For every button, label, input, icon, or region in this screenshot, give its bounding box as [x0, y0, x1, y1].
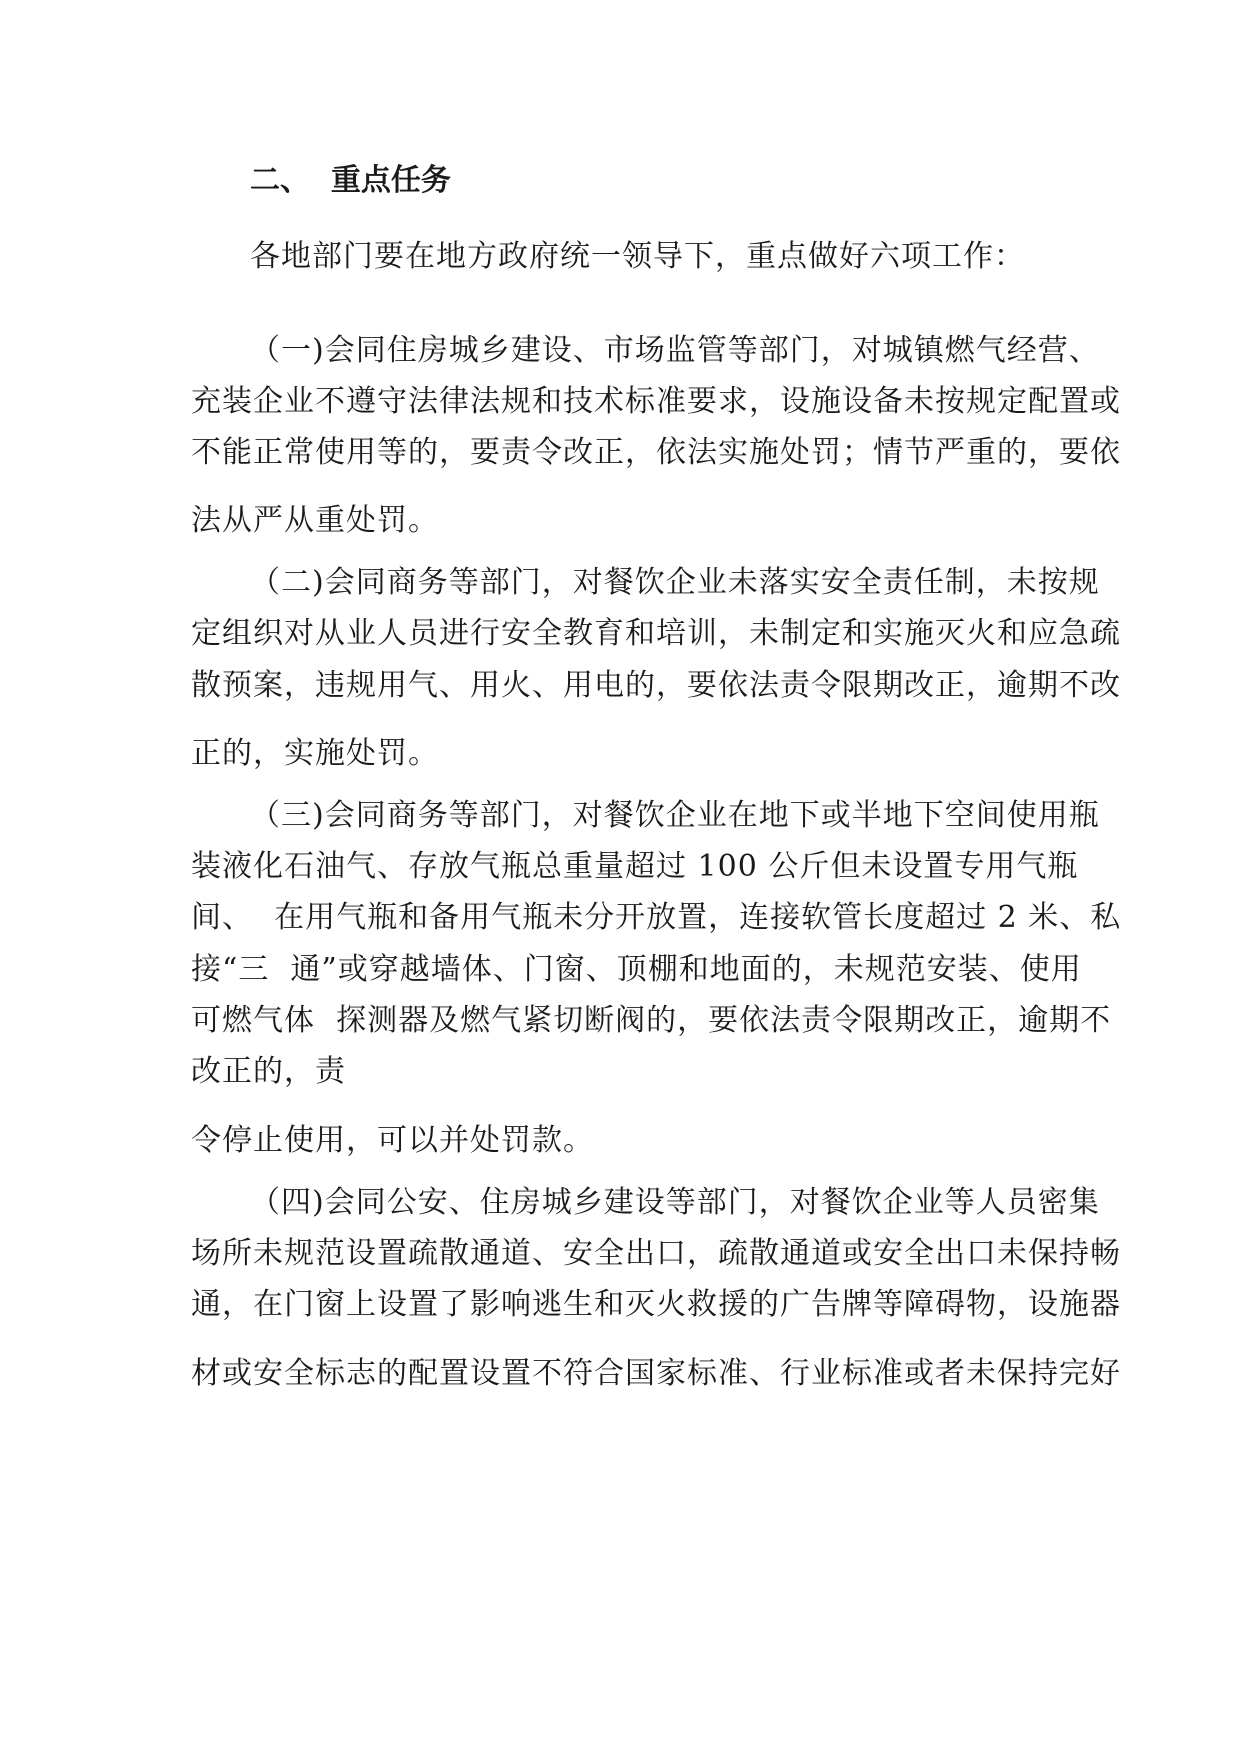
- paragraph-1-line: （一)会同住房城乡建设、市场监管等部门，对城镇燃气经营、: [250, 333, 1100, 368]
- paragraph-2-line: 正的，实施处罚。: [191, 736, 439, 771]
- paragraph-1-line: 不能正常使用等的，要责令改正，依法实施处罚；情节严重的，要依: [191, 435, 1121, 470]
- paragraph-3-line: 间、 在用气瓶和备用气瓶未分开放置，连接软管长度超过 2 米、私: [191, 900, 1122, 935]
- paragraph-3-line: 令停止使用，可以并处罚款。: [191, 1123, 594, 1158]
- paragraph-1-line: 法从严从重处罚。: [191, 503, 439, 538]
- intro-line: 各地部门要在地方政府统一领导下，重点做好六项工作：: [250, 239, 1025, 274]
- paragraph-2-line: 定组织对从业人员进行安全教育和培训，未制定和实施灭火和应急疏: [191, 616, 1121, 651]
- paragraph-3-line: 装液化石油气、存放气瓶总重量超过 100 公斤但未设置专用气瓶: [191, 849, 1079, 884]
- paragraph-4-line: 场所未规范设置疏散通道、安全出口，疏散通道或安全出口未保持畅: [191, 1236, 1121, 1271]
- paragraph-3-line: 改正的，责: [191, 1054, 346, 1089]
- paragraph-4-line: （四)会同公安、住房城乡建设等部门，对餐饮企业等人员密集: [250, 1185, 1100, 1220]
- paragraph-1-line: 充装企业不遵守法律法规和技术标准要求，设施设备未按规定配置或: [191, 384, 1121, 419]
- paragraph-3-line: 接“三 通”或穿越墙体、门窗、顶棚和地面的，未规范安装、使用: [191, 952, 1082, 987]
- paragraph-2-line: 散预案，违规用气、用火、用电的，要依法责令限期改正，逾期不改: [191, 668, 1121, 703]
- paragraph-2-line: （二)会同商务等部门，对餐饮企业未落实安全责任制，未按规: [250, 565, 1100, 600]
- paragraph-3-line: （三)会同商务等部门，对餐饮企业在地下或半地下空间使用瓶: [250, 798, 1100, 833]
- paragraph-4-line: 通，在门窗上设置了影响逃生和灭火救援的广告牌等障碍物，设施器: [191, 1287, 1121, 1322]
- paragraph-4-line: 材或安全标志的配置设置不符合国家标准、行业标准或者未保持完好: [191, 1356, 1121, 1391]
- paragraph-3-line: 可燃气体 探测器及燃气紧切断阀的，要依法责令限期改正，逾期不: [191, 1003, 1112, 1038]
- section-heading: 二、 重点任务: [250, 163, 451, 198]
